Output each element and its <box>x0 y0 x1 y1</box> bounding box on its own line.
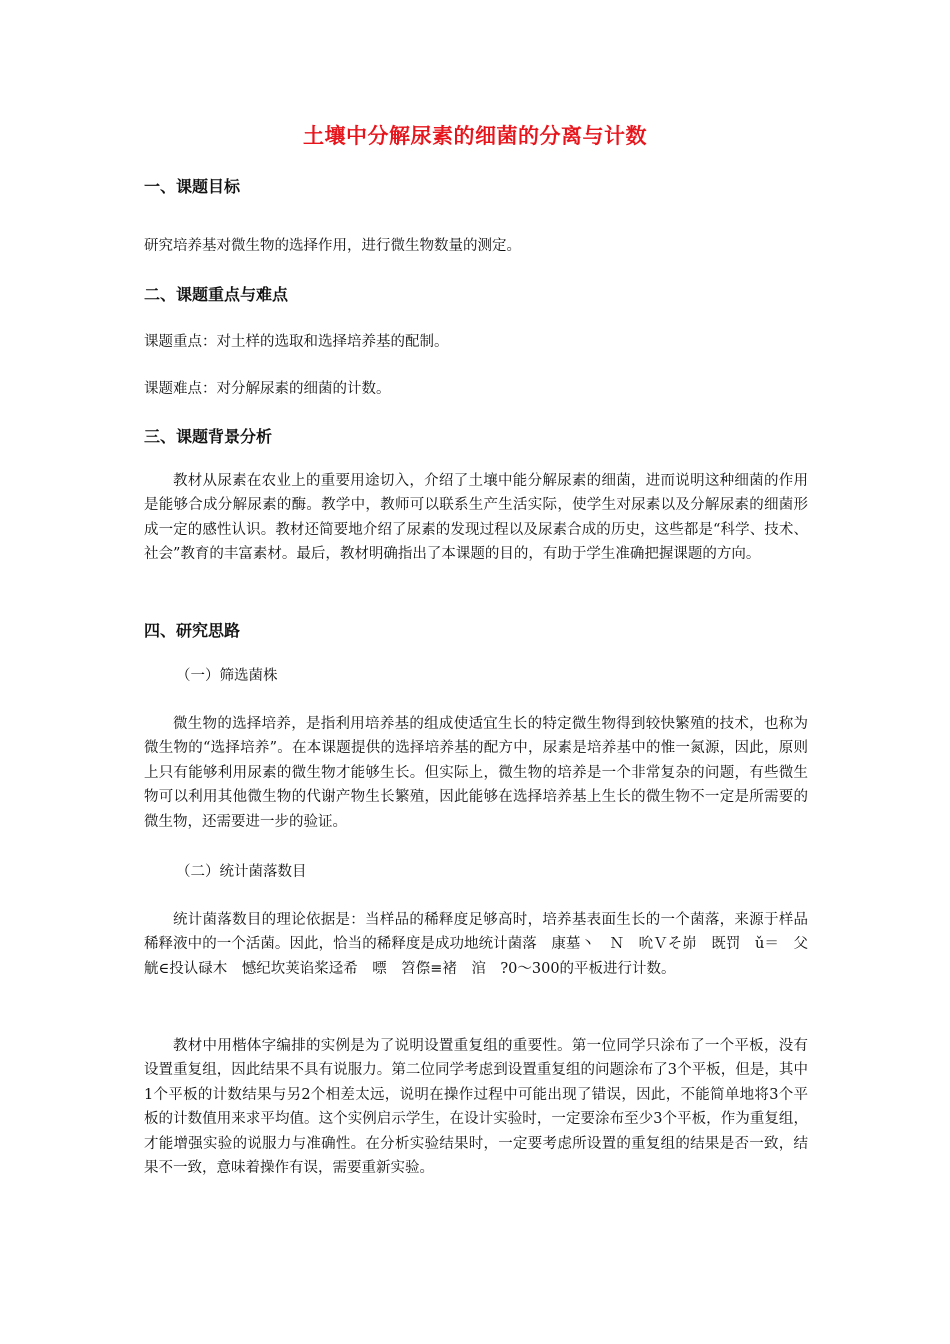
focus-difficulty: 课题难点：对分解尿素的细菌的计数。 <box>144 381 391 397</box>
background-paragraph: 教材从尿素在农业上的重要用途切入，介绍了土壤中能分解尿素的细菌，进而说明这种细菌的作用是能够合成分解尿素的酶。教学中，教师可以联系生产生活实际，使学生对尿素以及分解尿素的细菌形成一定的感性认识。教材还简要地介绍了尿素的发现过程以及尿素合成的历史，这些都是“科学、技术、社会”教育的丰富素材。最后，教材明确指出了本课题的目的，有助于学生准确把握课题的方向。 <box>144 473 808 563</box>
goal-text: 研究培养基对微生物的选择作用，进行微生物数量的测定。 <box>144 238 521 254</box>
subheading-strain-screening: （一）筛选菌株 <box>176 668 278 684</box>
strain-screening-paragraph: 微生物的选择培养，是指利用培养基的组成使适宜生长的特定微生物得到较快繁殖的技术，也称为微生物的“选择培养”。在本课题提供的选择培养基的配方中，尿素是培养基中的惟一氮源，因此，原则上只有能够利用尿素的微生物才能够生长。但实际上，微生物的培养是一个非常复杂的问题，有些微生物可以利用其他微生物的代谢产物生长繁殖，因此能够在选择培养基上生长的微生物不一定是所需要的微生物，还需要进一步的验证。 <box>144 716 808 830</box>
section-heading-goal: 一、课题目标 <box>144 177 241 196</box>
section-heading-focus: 二、课题重点与难点 <box>144 285 289 304</box>
subheading-colony-count: （二）统计菌落数目 <box>176 864 307 880</box>
section-heading-approach: 四、研究思路 <box>144 621 241 640</box>
document-title: 土壤中分解尿素的细菌的分离与计数 <box>303 124 647 148</box>
colony-count-paragraph-2: 教材中用楷体字编排的实例是为了说明设置重复组的重要性。第一位同学只涂布了一个平板，没有设置重复组，因此结果不具有说服力。第二位同学考虑到设置重复组的问题涂布了3个平板，但是，其中1个平板的计数结果与另2个相差太远，说明在操作过程中可能出现了错误，因此，不能简单地将3个平板的计数值用来求平均值。这个实例启示学生，在设计实验时，一定要涂布至少3个平板，作为重复组，才能增强实验的说服力与准确性。在分析实验结果时，一定要考虑所设置的重复组的结果是否一致，结果不一致，意味着操作有误，需要重新实验。 <box>144 1038 808 1177</box>
section-heading-background: 三、课题背景分析 <box>144 427 273 446</box>
colony-count-paragraph-1: 统计菌落数目的理论依据是：当样品的稀释度足够高时，培养基表面生长的一个菌落，来源于样品稀释液中的一个活菌。因此，恰当的稀释度是成功地统计菌落 康墓丶 Ｎ 吮Ｖそ峁 既罚 ǔ＝ 父觥∈投认碌木 憾纪坎荚谄桨迳希 嘌 笤傺≡褚 涫 ?0～300的平板进行计数。 <box>144 912 808 977</box>
focus-key-point: 课题重点：对土样的选取和选择培养基的配制。 <box>144 334 449 350</box>
